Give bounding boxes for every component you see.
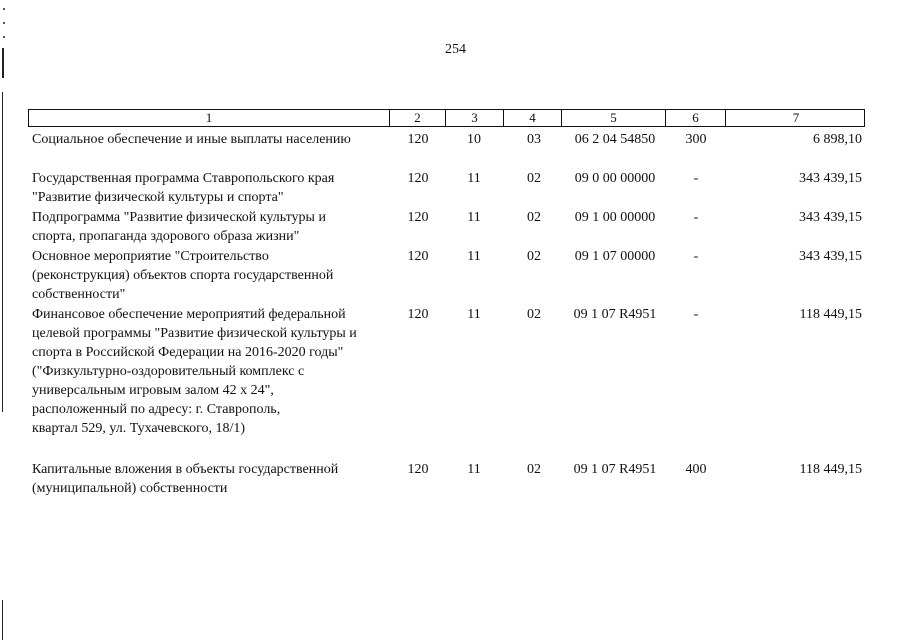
row-col-6: - bbox=[693, 249, 699, 264]
row-col-2: 120 bbox=[407, 249, 429, 264]
row-col-4: 02 bbox=[527, 249, 541, 264]
row-col-7: 6 898,10 bbox=[813, 132, 862, 147]
row-col-6: - bbox=[693, 210, 699, 225]
header-col-4: 4 bbox=[503, 110, 561, 126]
row-col-4: 02 bbox=[527, 462, 541, 477]
row-name bbox=[32, 247, 392, 304]
header-col-2: 2 bbox=[389, 110, 445, 126]
scan-artifact bbox=[3, 8, 5, 10]
row-col-3: 10 bbox=[467, 132, 481, 147]
row-name bbox=[32, 169, 392, 207]
scan-artifact bbox=[2, 600, 3, 640]
row-col-2: 120 bbox=[407, 210, 429, 225]
header-col-6: 6 bbox=[665, 110, 725, 126]
header-col-5: 5 bbox=[561, 110, 665, 126]
row-col-3: 11 bbox=[467, 307, 481, 322]
page-number: 254 bbox=[445, 42, 466, 57]
row-col-5: 09 1 00 00000 bbox=[574, 210, 656, 225]
row-col-6: 400 bbox=[685, 462, 707, 477]
header-col-3: 3 bbox=[445, 110, 503, 126]
row-name-line: квартал 529, ул. Тухачевского, 18/1) bbox=[32, 421, 246, 436]
row-col-5: 09 1 07 R4951 bbox=[573, 307, 657, 322]
row-name-line: Государственная программа Ставропольского края bbox=[32, 171, 335, 186]
row-col-3: 11 bbox=[467, 210, 481, 225]
row-col-7: 343 439,15 bbox=[799, 249, 862, 264]
row-name bbox=[32, 208, 392, 246]
row-col-4: 03 bbox=[527, 132, 541, 147]
row-col-7: 118 449,15 bbox=[799, 462, 862, 477]
scan-artifact bbox=[3, 36, 5, 38]
header-col-7: 7 bbox=[725, 110, 866, 126]
row-col-6: 300 bbox=[685, 132, 707, 147]
row-name bbox=[32, 130, 392, 149]
row-col-2: 120 bbox=[407, 171, 429, 186]
table-header bbox=[28, 109, 865, 127]
row-name-line: собственности" bbox=[32, 287, 126, 302]
row-col-3: 11 bbox=[467, 171, 481, 186]
row-name-line: спорта, пропаганда здорового образа жизни" bbox=[32, 229, 300, 244]
header-col-1: 1 bbox=[205, 110, 213, 125]
row-name bbox=[32, 305, 392, 438]
row-name-line: Подпрограмма "Развитие физической культуры и bbox=[32, 210, 326, 225]
scan-artifact bbox=[3, 22, 5, 24]
row-name bbox=[32, 460, 392, 498]
row-name-line: целевой программы "Развитие физической культуры и bbox=[32, 326, 357, 341]
row-col-3: 11 bbox=[467, 249, 481, 264]
row-col-6: - bbox=[693, 171, 699, 186]
row-name-line: Капитальные вложения в объекты государственной bbox=[32, 462, 339, 477]
row-col-7: 343 439,15 bbox=[799, 171, 862, 186]
row-name-line: (реконструкция) объектов спорта государственной bbox=[32, 268, 334, 283]
row-col-5: 09 1 07 00000 bbox=[574, 249, 656, 264]
row-col-2: 120 bbox=[407, 307, 429, 322]
row-col-4: 02 bbox=[527, 171, 541, 186]
scan-artifact bbox=[2, 92, 3, 412]
row-col-3: 11 bbox=[467, 462, 481, 477]
row-col-7: 118 449,15 bbox=[799, 307, 862, 322]
row-name-line: Финансовое обеспечение мероприятий федеральной bbox=[32, 307, 346, 322]
row-col-4: 02 bbox=[527, 307, 541, 322]
row-name-line: универсальным игровым залом 42 x 24", bbox=[32, 383, 274, 398]
row-col-5: 06 2 04 54850 bbox=[574, 132, 656, 147]
row-name-line: Основное мероприятие "Строительство bbox=[32, 249, 269, 264]
row-col-5: 09 0 00 00000 bbox=[574, 171, 656, 186]
row-name-line: расположенный по адресу: г. Ставрополь, bbox=[32, 402, 281, 417]
row-col-6: - bbox=[693, 307, 699, 322]
row-name-line: (муниципальной) собственности bbox=[32, 481, 228, 496]
row-name-line: Социальное обеспечение и иные выплаты населению bbox=[32, 132, 351, 147]
row-name-line: ("Физкультурно-оздоровительный комплекс с bbox=[32, 364, 305, 379]
row-col-5: 09 1 07 R4951 bbox=[573, 462, 657, 477]
row-name-line: спорта в Российской Федерации на 2016-2020 годы" bbox=[32, 345, 344, 360]
row-name-line: "Развитие физической культуры и спорта" bbox=[32, 190, 284, 205]
row-col-7: 343 439,15 bbox=[799, 210, 862, 225]
row-col-4: 02 bbox=[527, 210, 541, 225]
row-col-2: 120 bbox=[407, 462, 429, 477]
row-col-2: 120 bbox=[407, 132, 429, 147]
